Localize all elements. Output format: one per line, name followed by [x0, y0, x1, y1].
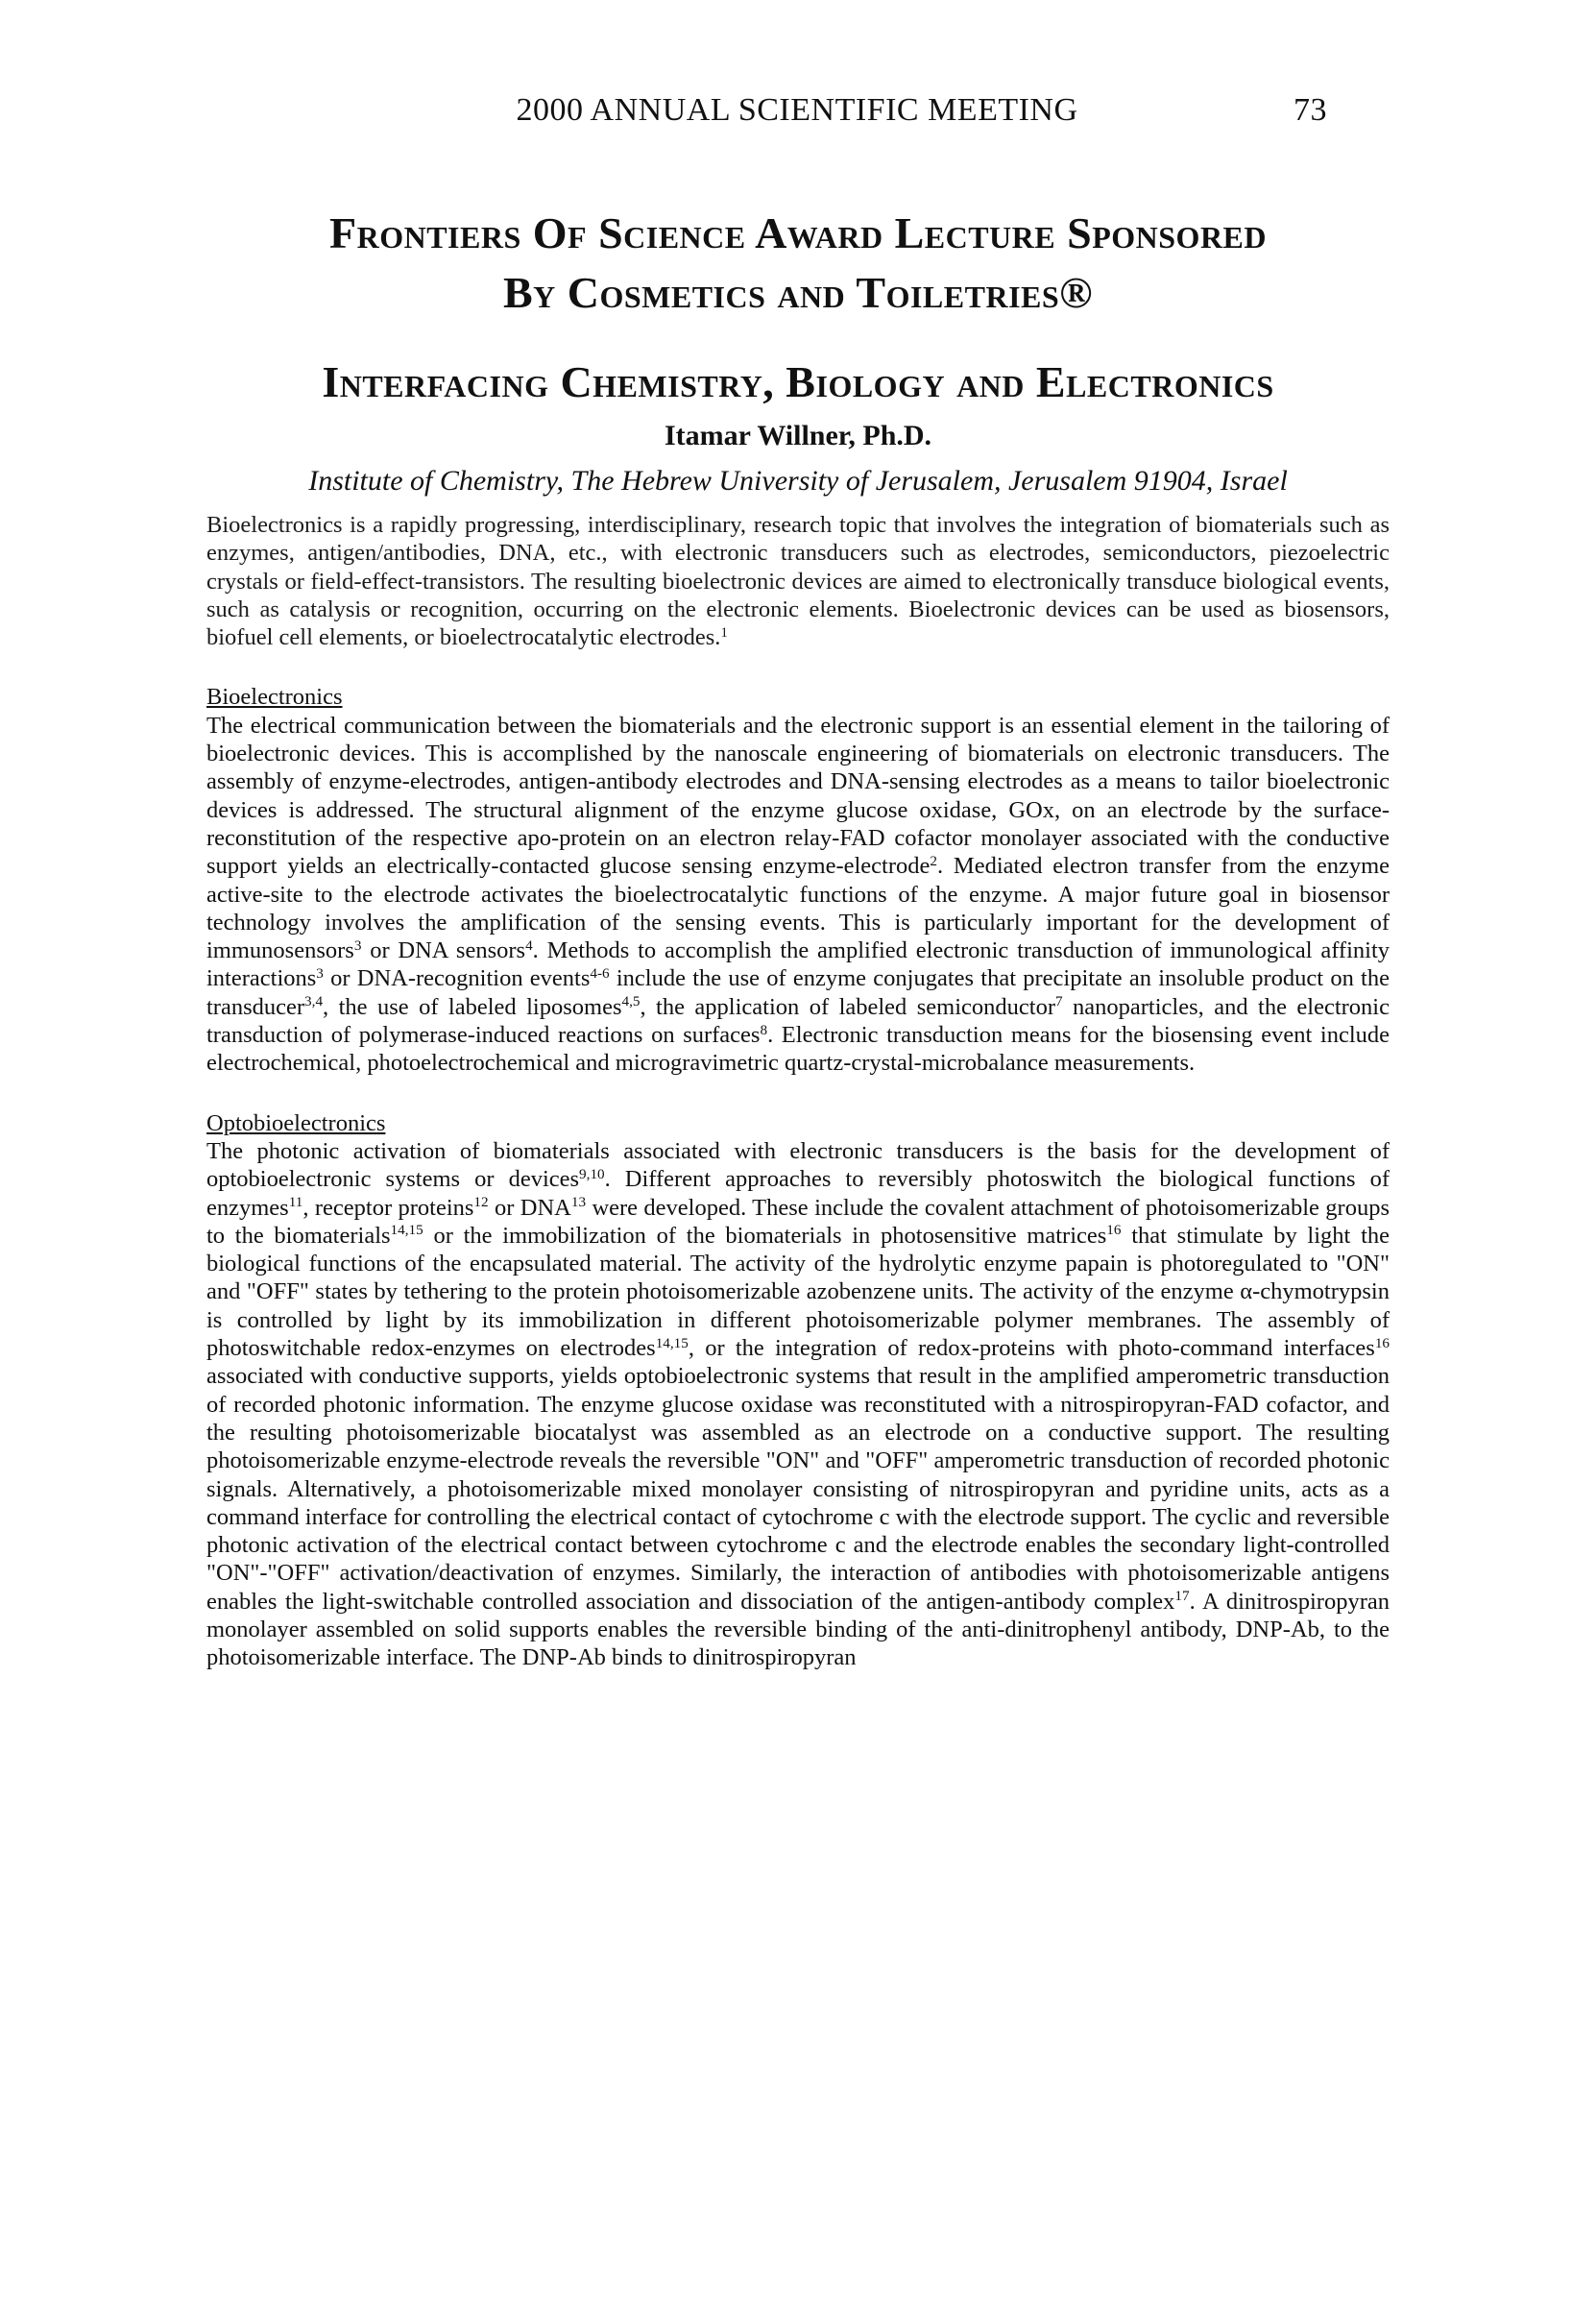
- section-heading-bioelectronics: Bioelectronics: [206, 684, 343, 711]
- body-text: associated with conductive supports, yields optobioelectronic systems that result in the amplified amperometric transduction of recorded photonic information. The enzyme glucose oxidase was reconstituted with a nitrospiropyran-FAD cofactor, and the resulting photoisomerizable biocatalyst was assembled as an electrode on a conductive support. The resulting photoisomerizable enzyme-electrode reveals the reversible "ON" and "OFF" amperometric transduction of recorded photonic signals. Alternatively, a photoisomerizable mixed monolayer consisting of nitrospiropyran and pyridine units, acts as a command interface for controlling the electrical contact of cytochrome c with the electrode support. The cyclic and reversible photonic activation of the electrical contact between cytochrome c and the electrode enables the secondary light-controlled "ON"-"OFF" activation/deactivation of enzymes. Similarly, the interaction of antibodies with photoisomerizable antigens enables the light-switchable controlled association and dissociation of the antigen-antibody complex: [206, 1363, 1390, 1615]
- citation-ref: 4,5: [621, 993, 641, 1010]
- author-affiliation: Institute of Chemistry, The Hebrew University of Jerusalem, Jerusalem 91904, Israel: [308, 465, 1288, 497]
- citation-ref: 4: [525, 936, 533, 954]
- citation-ref: 16: [1106, 1222, 1122, 1239]
- citation-ref: 7: [1054, 993, 1063, 1010]
- body-text: nanoparticles, and the electronic transduction of polymerase-induced reactions on surfaces: [206, 993, 1390, 1049]
- award-title-line-2: By Cosmetics and Toiletries®: [502, 268, 1094, 317]
- body-text: . Methods to accomplish the amplified electronic transduction of immunological affinity interactions: [206, 937, 1390, 992]
- body-text: , receptor proteins: [302, 1194, 474, 1221]
- award-title-line-1: Frontiers Of Science Award Lecture Sponsored: [328, 208, 1268, 257]
- citation-ref: 1: [720, 623, 728, 641]
- citation-ref: 3,4: [304, 993, 324, 1010]
- citation-ref: 13: [570, 1194, 587, 1211]
- citation-ref: 14,15: [655, 1334, 689, 1351]
- citation-ref: 16: [1374, 1334, 1390, 1351]
- citation-ref: 11: [288, 1194, 303, 1211]
- citation-ref: 2: [930, 852, 937, 869]
- body-text: or DNA-recognition events: [323, 965, 591, 992]
- citation-ref: 4-6: [590, 965, 610, 983]
- citation-ref: 14,15: [390, 1222, 423, 1239]
- citation-ref: 3: [353, 936, 362, 954]
- body-text: The photonic activation of biomaterials associated with electronic transducers is the basis for the development of optobioelectronic systems or devices: [206, 1137, 1390, 1193]
- bioelectronics-paragraph: [206, 712, 1390, 1078]
- body-text: . Different approaches to reversibly photoswitch the biological functions of enzymes: [206, 1166, 1390, 1221]
- abstract-paragraph: [206, 511, 1390, 651]
- title-block: [192, 204, 1404, 505]
- page-number: 73: [1294, 92, 1327, 128]
- body-text: or the immobilization of the biomaterials in photosensitive matrices: [423, 1222, 1107, 1249]
- body-text: or DNA: [488, 1194, 571, 1221]
- citation-ref: 12: [473, 1194, 489, 1211]
- article-body: [206, 511, 1390, 1672]
- author-name: Itamar Willner, Ph.D.: [664, 420, 932, 451]
- body-text: . Mediated electron transfer from the enzyme active-site to the electrode activates the bioelectrocatalytic functions of the enzyme. A major future goal in biosensor technology involves the amplification of the sensing events. This is particularly important for the development of immunosensors: [206, 853, 1390, 964]
- citation-ref: 9,10: [579, 1165, 605, 1182]
- body-text: that stimulate by light the biological functions of the encapsulated material. The activity of the hydrolytic enzyme papain is photoregulated to "ON" and "OFF" states by tethering to the protein photoisomerizable azobenzene units. The activity of the enzyme α-chymotrypsin is controlled by light by its immobilization in different photoisomerizable polymer membranes. The assembly of photoswitchable redox-enzymes on electrodes: [206, 1222, 1390, 1362]
- body-text: The electrical communication between the biomaterials and the electronic support is an essential element in the tailoring of bioelectronic devices. This is accomplished by the nanoscale engineering of biomaterials on electronic transducers. The assembly of enzyme-electrodes, antigen-antibody electrodes and DNA-sensing electrodes as a means to tailor bioelectronic devices is addressed. The structural alignment of the enzyme glucose oxidase, GOx, on an electrode by the surface-reconstitution of the respective apo-protein on an electron relay-FAD cofactor monolayer associated with the conductive support yields an electrically-contacted glucose sensing enzyme-electrode: [206, 712, 1390, 880]
- body-text: , or the integration of redox-proteins with photo-command interfaces: [688, 1335, 1375, 1362]
- section-heading-optobioelectronics: Optobioelectronics: [206, 1109, 386, 1136]
- citation-ref: 8: [760, 1021, 768, 1038]
- optobioelectronics-paragraph: [206, 1137, 1390, 1672]
- citation-ref: 3: [316, 965, 324, 983]
- award-title: [192, 204, 1404, 323]
- running-title: 2000 ANNUAL SCIENTIFIC MEETING: [516, 92, 1078, 128]
- body-text: or DNA sensors: [361, 937, 526, 964]
- body-text: , the application of labeled semiconductor: [640, 993, 1055, 1020]
- body-text: . Electronic transduction means for the biosensing event include electrochemical, photoelectrochemical and microgravimetric quartz-crystal-microbalance measurements.: [206, 1022, 1390, 1077]
- body-text: . A dinitrospiropyran monolayer assembled on solid supports enables the reversible binding of the anti-dinitrophenyl antibody, DNP-Ab, to the photoisomerizable interface. The DNP-Ab binds to dinitrospiropyran: [206, 1588, 1390, 1671]
- citation-ref: 17: [1174, 1588, 1190, 1605]
- body-text: include the use of enzyme conjugates that precipitate an insoluble product on the transducer: [206, 965, 1390, 1020]
- lecture-title: Interfacing Chemistry, Biology and Electronics: [322, 357, 1274, 406]
- body-text: , the use of labeled liposomes: [323, 993, 622, 1020]
- abstract-text: Bioelectronics is a rapidly progressing, interdisciplinary, research topic that involves the integration of biomaterials such as enzymes, antigen/antibodies, DNA, etc., with electronic transducers such as electrodes, semiconductors, piezoelectric crystals or field-effect-transistors. The resulting bioelectronic devices are aimed to electronically transduce biological events, such as catalysis or recognition, occurring on the electronic elements. Bioelectronic devices can be used as biosensors, biofuel cell elements, or bioelectrocatalytic electrodes.: [206, 512, 1390, 651]
- body-text: were developed. These include the covalent attachment of photoisomerizable groups to the biomaterials: [206, 1194, 1390, 1249]
